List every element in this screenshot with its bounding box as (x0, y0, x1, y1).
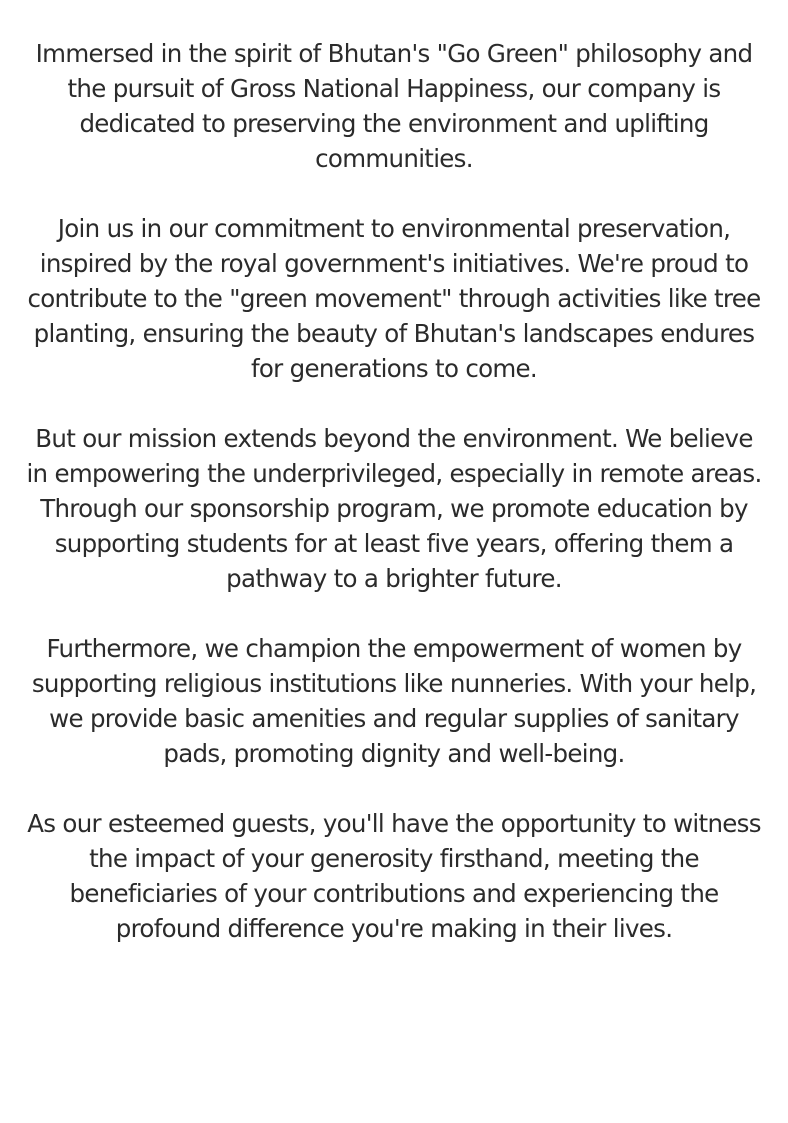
paragraph-environmental-preservation: Join us in our commitment to environmental preservation, inspired by the royal government's initiatives. We're proud to contribute to the "green movement" through activities like tree planting, ensuring the beauty of Bhutan's landscapes endures for generations to come. (27, 214, 761, 383)
paragraph-education-sponsorship: But our mission extends beyond the environment. We believe in empowering the underprivileged, especially in remote areas. Through our sponsorship program, we promote education by supporting students for at least five years, offering them a pathway to a brighter future. (26, 424, 762, 593)
paragraph-go-green: Immersed in the spirit of Bhutan's "Go Green" philosophy and the pursuit of Gross National Happiness, our company is dedicated to preserving the environment and uplifting communities. (35, 39, 753, 173)
paragraph-guest-impact: As our esteemed guests, you'll have the opportunity to witness the impact of your generosity firsthand, meeting the beneficiaries of your contributions and experiencing the profound difference you're making in their lives. (27, 809, 761, 943)
paragraph-women-empowerment: Furthermore, we champion the empowerment of women by supporting religious institutions like nunneries. With your help, we provide basic amenities and regular supplies of sanitary pads, promoting dignity and well-being. (31, 634, 757, 768)
